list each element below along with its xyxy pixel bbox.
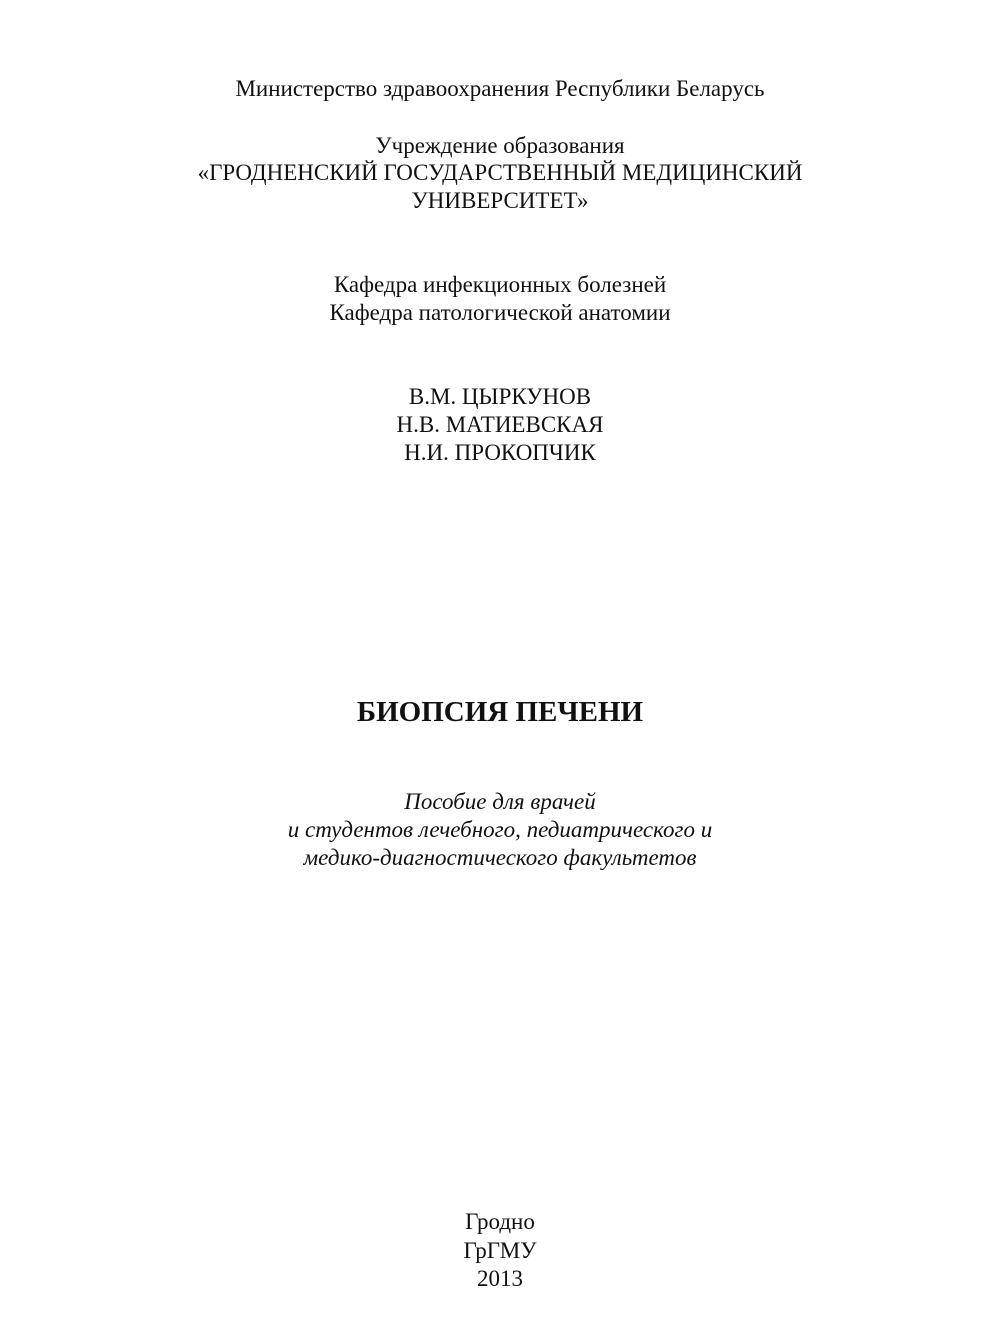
- subtitle-line-2: и студентов лечебного, педиатрического и: [287, 817, 713, 842]
- imprint-publisher: ГрГМУ: [463, 1238, 537, 1263]
- subtitle-line-3: медико-диагностического факультетов: [303, 845, 697, 870]
- author-1: В.М. ЦЫРКУНОВ: [408, 384, 592, 409]
- book-title: БИОПСИЯ ПЕЧЕНИ: [356, 696, 644, 728]
- imprint-city: Гродно: [465, 1209, 535, 1234]
- university-name-line-2: УНИВЕРСИТЕТ»: [411, 188, 589, 213]
- author-3: Н.И. ПРОКОПЧИК: [404, 440, 596, 465]
- author-2: Н.В. МАТИЕВСКАЯ: [396, 412, 604, 437]
- ministry-line: Министерство здравоохранения Республики Беларусь: [235, 76, 765, 101]
- department-pathological-anatomy: Кафедра патологической анатомии: [329, 300, 671, 325]
- university-name-line-1: «ГРОДНЕНСКИЙ ГОСУДАРСТВЕННЫЙ МЕДИЦИНСКИЙ: [197, 160, 803, 185]
- institution-label: Учреждение образования: [375, 133, 625, 158]
- department-infectious-diseases: Кафедра инфекционных болезней: [333, 272, 667, 297]
- subtitle-line-1: Пособие для врачей: [404, 789, 596, 814]
- imprint-year: 2013: [477, 1266, 523, 1291]
